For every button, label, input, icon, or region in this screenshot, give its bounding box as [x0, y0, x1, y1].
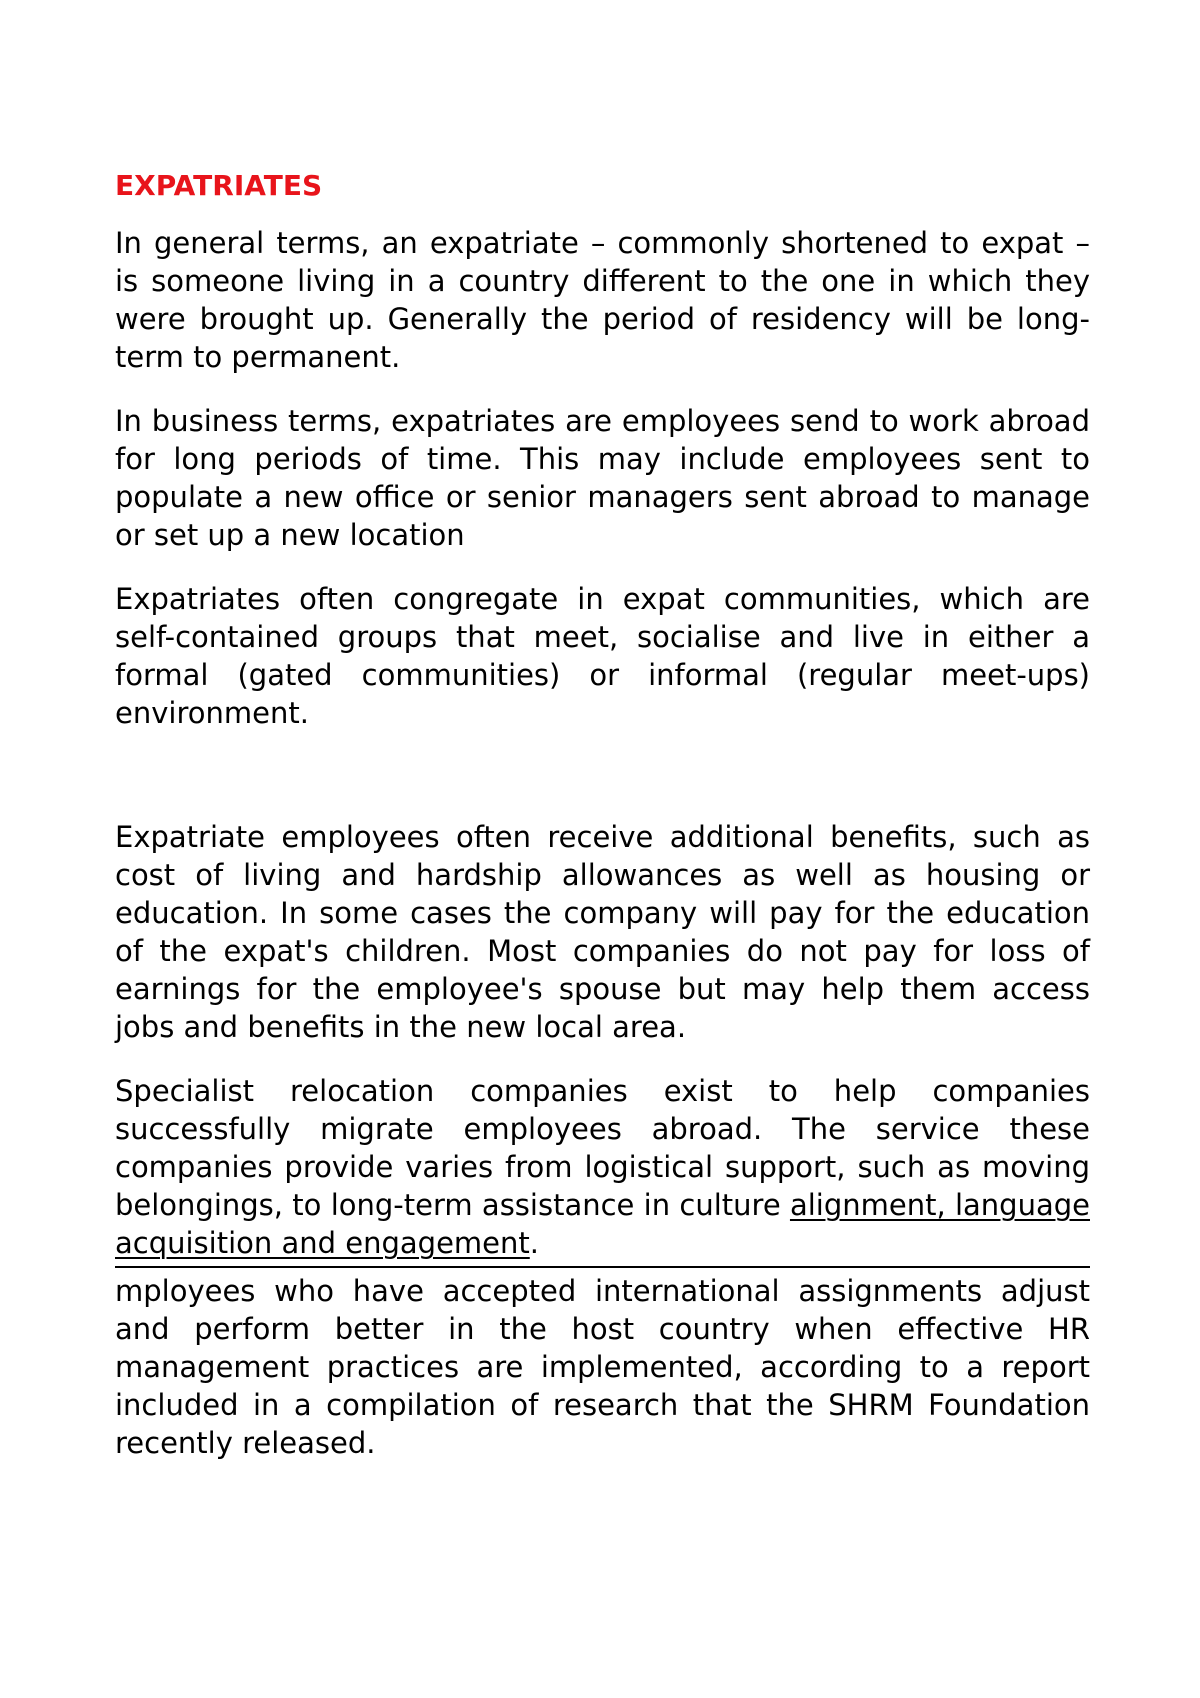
paragraph-business-terms: In business terms, expatriates are employees send to work abroad for long periods of time. This may include employees sent to populate a new office or senior managers sent abroad to manage or set up a new location — [115, 404, 1090, 552]
paragraph-shrm-report: mployees who have accepted international assignments adjust and perform better in the host country when effective HR management practices are implemented, according to a report included in a compilation of research that the SHRM Foundation recently released. — [115, 1274, 1090, 1460]
underlined-phrase: alignment, language acquisition and engagement — [115, 1188, 1090, 1260]
document-page — [115, 168, 1090, 1488]
paragraph-definition: In general terms, an expatriate – commonly shortened to expat – is someone living in a country different to the one in which they were brought up. Generally the period of residency will be long-term to permanent. — [115, 226, 1090, 374]
blank-space — [115, 758, 1090, 818]
paragraph-benefits: Expatriate employees often receive additional benefits, such as cost of living and hardship allowances as well as housing or education. In some cases the company will pay for the education of the expat's children. Most companies do not pay for loss of earnings for the employee's spouse but may help them access jobs and benefits in the new local area. — [115, 820, 1090, 1044]
paragraph-relocation-companies — [115, 1072, 1090, 1262]
relocation-text: Specialist relocation companies exist to help companies successfully migrate employees abroad. The service these companies provide varies from logistical support, such as moving belongings, to long-term assistance in culture — [115, 1074, 1090, 1222]
relocation-period: . — [529, 1226, 539, 1260]
paragraph-expat-communities: Expatriates often congregate in expat communities, which are self-contained groups that meet, socialise and live in either a formal (gated communities) or informal (regular meet-ups) environment. — [115, 582, 1090, 730]
document-title: EXPATRIATES — [115, 169, 323, 202]
horizontal-rule — [115, 1266, 1090, 1268]
